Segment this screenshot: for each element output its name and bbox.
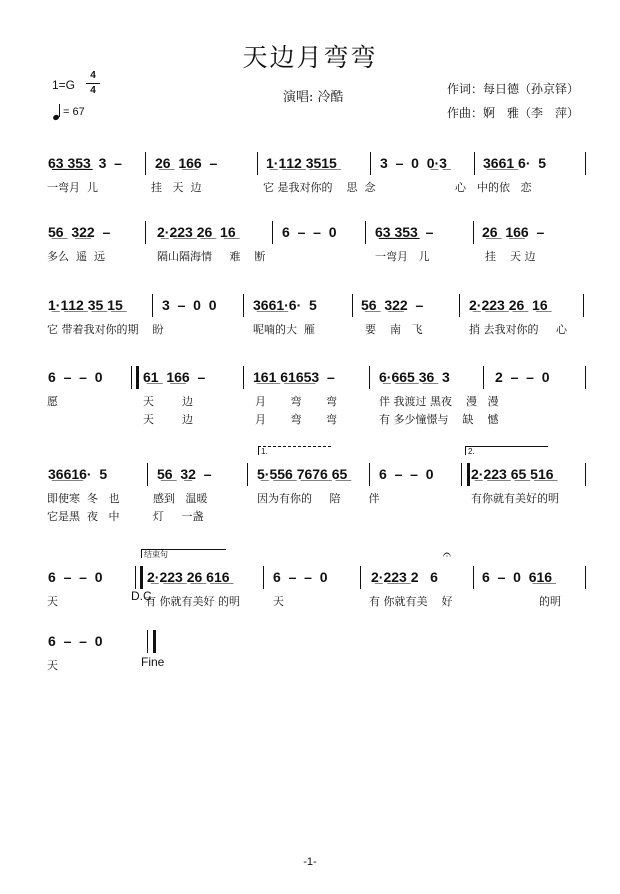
measure: 3̲6̲6̲1̲6· 5: [48, 466, 108, 482]
barline: [585, 366, 586, 389]
barline: [147, 463, 148, 486]
barline: [585, 566, 586, 589]
lyric: 有 你就有美好 的明: [145, 595, 240, 608]
notation-line: [45, 369, 590, 389]
measure: 5̲6̲ 3̲2̲2 –: [48, 224, 111, 240]
score-system-7: [45, 633, 590, 672]
lyric: 的明: [539, 595, 561, 608]
score-system-6: [45, 547, 590, 608]
lyric: 一弯月 儿: [47, 181, 98, 194]
barline: [370, 152, 371, 175]
lyric-verse-2: 有 多少憧憬与 缺 憾: [379, 413, 499, 426]
time-signature-line: [86, 83, 100, 84]
barline: [473, 221, 474, 244]
barline: [263, 566, 264, 589]
score-system-4: [45, 369, 590, 426]
measure: 3̲6̲6̲1̲ 6· 5: [483, 155, 547, 171]
notation-line: [45, 466, 590, 486]
key-signature: 1=G: [52, 78, 76, 92]
lyric: 天: [47, 595, 58, 608]
lyric: 天: [273, 595, 284, 608]
barline: [459, 294, 460, 317]
lyric: 月 弯 弯: [255, 395, 337, 408]
barline: [583, 294, 584, 317]
notation-line: [45, 297, 590, 317]
lyric: 呢喃的大 雁: [253, 323, 315, 336]
song-title: 天边月弯弯: [242, 43, 378, 72]
measure: 6͟3͟ 3͟5͟3 –: [375, 224, 434, 240]
barline: [145, 152, 146, 175]
measure: 6 – – 0: [48, 633, 103, 649]
page-number: -1-: [303, 856, 317, 868]
notation-line: [45, 569, 590, 589]
final-barline: [147, 630, 156, 653]
measure: 2̲6̲ 1̲6̲6 –: [155, 155, 218, 171]
measure: 1̲6̲1̲ 6̲1̲6̲5̲3 –: [253, 369, 335, 385]
lyric: 愿: [47, 395, 58, 408]
measure: 2 – – 0: [495, 369, 550, 385]
measure: 5̲6̲ 3̲2̲2 –: [361, 297, 424, 313]
fermata-icon: 𝄐: [443, 547, 451, 563]
measure: 6 – – 0: [273, 569, 328, 585]
barline: [473, 566, 474, 589]
lyric: 因为有你的 陪 伴: [257, 492, 380, 505]
measure: 5̲·5̲5̲6̲ 7̲6̲7̲6̲ 6̲5̲: [257, 466, 348, 482]
measure: 6 – – 0: [48, 369, 103, 385]
lyric: 捎 去我对你的 心: [469, 323, 567, 336]
lyric: 它 是我对你的 思 念: [263, 181, 376, 194]
lyric: 有你就有美好的明: [471, 492, 559, 505]
repeat-start-barline: [135, 566, 143, 589]
score-system-2: [45, 224, 590, 263]
measure: 2̲·2̲2̲3̲ 2 6: [371, 569, 438, 585]
fine-marking: Fine: [141, 655, 165, 669]
lyric: 它 带着我对你的期 盼: [47, 323, 164, 336]
second-ending-bracket: 2.: [465, 446, 548, 455]
lyric: 挂 天 边: [485, 250, 536, 263]
time-signature: [86, 70, 100, 97]
lyric: 要 南 飞: [365, 323, 423, 336]
singer-credit: 演唱: 冷酷: [283, 90, 344, 105]
repeat-start-barline: [131, 366, 139, 389]
score-system-5: [45, 447, 590, 523]
score-system-3: [45, 297, 590, 336]
measure: 3̲6̲6̲1̲·6· 5: [253, 297, 317, 313]
barline: [369, 366, 370, 389]
barline: [145, 221, 146, 244]
lyric: 天 边: [143, 395, 193, 408]
composer-credit: 作曲：婀 雅（李 萍）: [447, 106, 580, 120]
time-signature-bottom: 4: [90, 85, 96, 96]
tempo-value: = 67: [63, 105, 85, 118]
barline: [152, 294, 153, 317]
measure: 1̲·1̲1̲2̲ 3̲5̲ 1̲5̲: [48, 297, 123, 313]
barline: [365, 221, 366, 244]
measure: 6͟3͟ 3͟5͟3 3 –: [48, 155, 122, 171]
barline: [585, 152, 586, 175]
measure: 2̲·2̲2̲3̲ 2̲6̲ 1̲6̲: [469, 297, 548, 313]
lyricist-credit: 作词：每日德（孙京铎）: [447, 82, 580, 96]
measure: 1̲·1̲1̲2̲ 3̲5̲1̲5̲: [266, 155, 337, 171]
measure: 2̲·2̲2̲3̲ 2̲6̲ 1̲6̲: [157, 224, 236, 240]
coda-bracket: 结束句: [141, 549, 226, 558]
lyric: 即使寒 冬 也: [47, 492, 120, 505]
measure: 2̲6̲ 1̲6̲6 –: [482, 224, 545, 240]
lyric: 伴 我渡过 黑夜 漫 漫: [379, 395, 499, 408]
first-ending-bracket: 1.: [258, 446, 331, 455]
tempo-marking: [53, 104, 85, 119]
measure: 6̲1̲ 1̲6̲6 –: [143, 369, 206, 385]
lyric: 一弯月 儿: [375, 250, 430, 263]
measure: 6 – – 0: [379, 466, 434, 482]
quarter-note-icon: [53, 104, 60, 119]
measure: 6 – – 0: [282, 224, 337, 240]
notation-line: [45, 224, 590, 244]
barline: [483, 366, 484, 389]
lyric-verse-2: 月 弯 弯: [255, 413, 337, 426]
measure: 2̲·2̲2̲3̲ 2̲6̲ 6̲1̲6̲: [147, 569, 230, 585]
lyric: 天: [47, 659, 58, 672]
measure: 3 – 0 0̲·3̲: [380, 155, 447, 171]
barline: [474, 152, 475, 175]
measure: 6̲·6̲6̲5̲ 3̲6̲ 3: [379, 369, 450, 385]
lyric-verse-2: 天 边: [143, 413, 193, 426]
notation-line: [45, 633, 590, 653]
lyric-verse-2: 它是黑 夜 中: [47, 510, 120, 523]
lyric: 感到 温暖: [153, 492, 208, 505]
barline: [352, 294, 353, 317]
barline: [247, 463, 248, 486]
measure: 2̲·2̲2̲3̲ 6̲5̲ 5̲1̲6̲: [471, 466, 554, 482]
notation-line: [45, 155, 590, 175]
dc-marking: D.C.: [131, 589, 155, 603]
time-signature-top: 4: [90, 70, 96, 81]
lyric: 隔山隔海情 难 断: [157, 250, 266, 263]
measure: 5̲6̲ 3̲2 –: [157, 466, 212, 482]
lyric: 有 你就有美 好: [369, 595, 453, 608]
barline: [585, 463, 586, 486]
barline: [272, 221, 273, 244]
barline: [243, 366, 244, 389]
measure: 6 – – 0: [48, 569, 103, 585]
barline: [257, 152, 258, 175]
measure: 3 – 0 0: [162, 297, 217, 313]
lyric: 心: [455, 181, 466, 194]
lyric: 中的依 恋: [477, 181, 532, 194]
score-system-1: [45, 155, 590, 194]
barline: [360, 566, 361, 589]
repeat-end-barline: [461, 463, 470, 486]
barline: [369, 463, 370, 486]
measure: 6 – 0 6̲1̲6̲: [482, 569, 553, 585]
lyric-verse-2: 灯 一盏: [153, 510, 204, 523]
lyric: 多么 遥 远: [47, 250, 105, 263]
barline: [243, 294, 244, 317]
lyric: 挂 天 边: [151, 181, 202, 194]
